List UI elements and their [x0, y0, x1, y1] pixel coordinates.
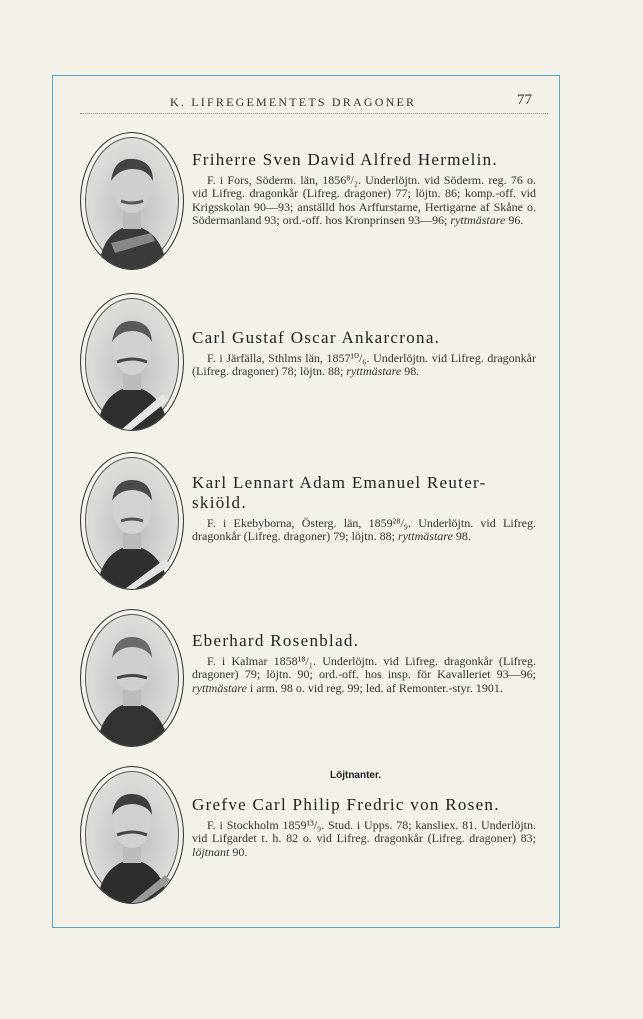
biography [192, 473, 536, 544]
page-number: 77 [517, 92, 532, 108]
officer-portrait [80, 293, 184, 431]
biography [192, 150, 536, 228]
biography [192, 795, 536, 859]
officer-name: Carl Gustaf Oscar Ankarcrona. [192, 328, 441, 347]
biography-text: F. i Järfälla, Sthlms län, 1857¹⁰/₆. Underlöjtn. vid Lifreg. dragonkår (Lifreg. dragoner) 78; löjtn. 88; ryttmästare 98. [192, 351, 536, 379]
header-rule [80, 113, 548, 114]
running-head: K. LIFREGEMENTETS DRAGONER [170, 95, 417, 109]
biography-text: F. i Stockholm 1859¹³/₉. Stud. i Upps. 78; kansliex. 81. Underlöjtn. vid Lifgardet t. h. 82 o. vid Lifreg. dragonkår (Lifreg. dragoner) 83; löjtnant 90. [192, 818, 536, 859]
officer-name: Eberhard Rosenblad. [192, 631, 360, 650]
officer-name: Friherre Sven David Alfred Hermelin. [192, 150, 498, 169]
section-heading: Löjtnanter. [330, 770, 382, 781]
biography-text: F. i Kalmar 1858¹⁸/₁. Underlöjtn. vid Lifreg. dragonkår (Lifreg. dragoner) 79; löjtn. 90; ord.-off. hos insp. för Kavalleriet 93—96; ryttmästare i arm. 98 o. vid reg. 99; led. af Remonter.-styr. 1901. [192, 654, 536, 695]
officer-portrait [80, 132, 184, 270]
biography [192, 631, 536, 695]
officer-name: Karl Lennart Adam Emanuel Reuter-skiöld. [192, 473, 487, 512]
biography-text: F. i Ekebyborna, Österg. län, 1859²⁸/₉. Underlöjtn. vid Lifreg. dragonkår (Lifreg. dragoner) 79; löjtn. 88; ryttmästare 98. [192, 516, 536, 544]
biography [192, 328, 536, 379]
officer-portrait [80, 766, 184, 904]
officer-portrait [80, 452, 184, 590]
biography-text: F. i Fors, Söderm. län, 1856⁸/₂. Underlöjtn. vid Söderm. reg. 76 o. vid Lifreg. dragonkår (Lifreg. dragoner) 77; löjtn. 86; komp.-off. vid Krigsskolan 90—93; anställd hos Arffurstarne, Hertigarne af Skåne o. Södermanland 93; ord.-off. hos Kronprinsen 93—96; ryttmästare 96. [192, 173, 536, 228]
officer-portrait [80, 609, 184, 747]
officer-name: Grefve Carl Philip Fredric von Rosen. [192, 795, 500, 814]
